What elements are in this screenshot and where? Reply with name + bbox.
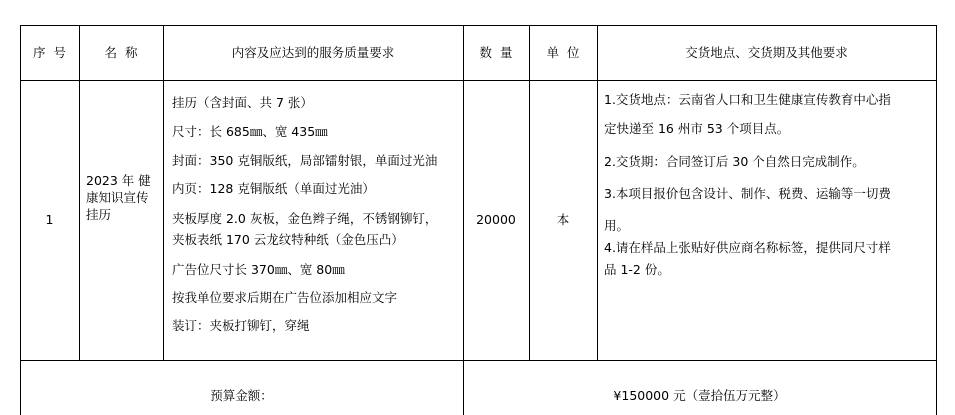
requirement-line: 夹板表纸 170 云龙纹特种纸（金色压凸） (172, 232, 404, 247)
header-requirements: 内容及应达到的服务质量要求 (231, 44, 395, 60)
budget-value: ¥150000 元（壹拾伍万元整） (613, 388, 786, 403)
requirement-line: 广告位尺寸长 370㎜、宽 80㎜ (172, 262, 345, 277)
requirement-line: 内页：128 克铜版纸（单面过光油） (172, 181, 375, 196)
delivery-line: 用。 (604, 218, 630, 233)
row-name-line: 2023 年 健 (86, 173, 151, 188)
header-unit: 单 位 (546, 44, 580, 60)
requirement-line: 封面：350 克铜版纸，局部镭射银，单面过光油 (172, 153, 438, 168)
requirement-line: 按我单位要求后期在广告位添加相应文字 (172, 290, 398, 305)
delivery-line: 4.请在样品上张贴好供应商名称标签，提供同尺寸样 (604, 240, 891, 255)
row-name-line: 康知识宣传 (86, 190, 149, 205)
requirement-line: 夹板厚度 2.0 灰板，金色辫子绳，不锈钢铆钉， (172, 211, 438, 226)
requirement-line: 装订：夹板打铆钉，穿绳 (172, 318, 310, 333)
header-quantity: 数 量 (479, 44, 513, 60)
delivery-line: 2.交货期：合同签订后 30 个自然日完成制作。 (604, 154, 865, 169)
delivery-line: 定快递至 16 州市 53 个项目点。 (604, 121, 790, 136)
row-name (86, 172, 158, 223)
header-seq: 序 号 (33, 44, 66, 60)
budget-label: 预算金额： (210, 388, 273, 403)
row-name-line: 挂历 (86, 207, 112, 222)
table-border-right (936, 25, 937, 415)
requirement-line: 尺寸：长 685㎜、宽 435㎜ (172, 124, 328, 139)
delivery-line: 1.交货地点：云南省人口和卫生健康宣传教育中心指 (604, 92, 891, 107)
row-seq: 1 (45, 212, 54, 227)
row-unit: 本 (556, 212, 570, 227)
header-delivery: 交货地点、交货期及其他要求 (685, 44, 848, 60)
delivery-line: 品 1-2 份。 (604, 262, 670, 277)
delivery-line: 3.本项目报价包含设计、制作、税费、运输等一切费 (604, 186, 891, 201)
requirement-line: 挂历（含封面、共 7 张） (172, 95, 313, 110)
procurement-table (20, 25, 937, 415)
header-name: 名 称 (104, 44, 138, 60)
row-quantity: 20000 (476, 212, 516, 227)
